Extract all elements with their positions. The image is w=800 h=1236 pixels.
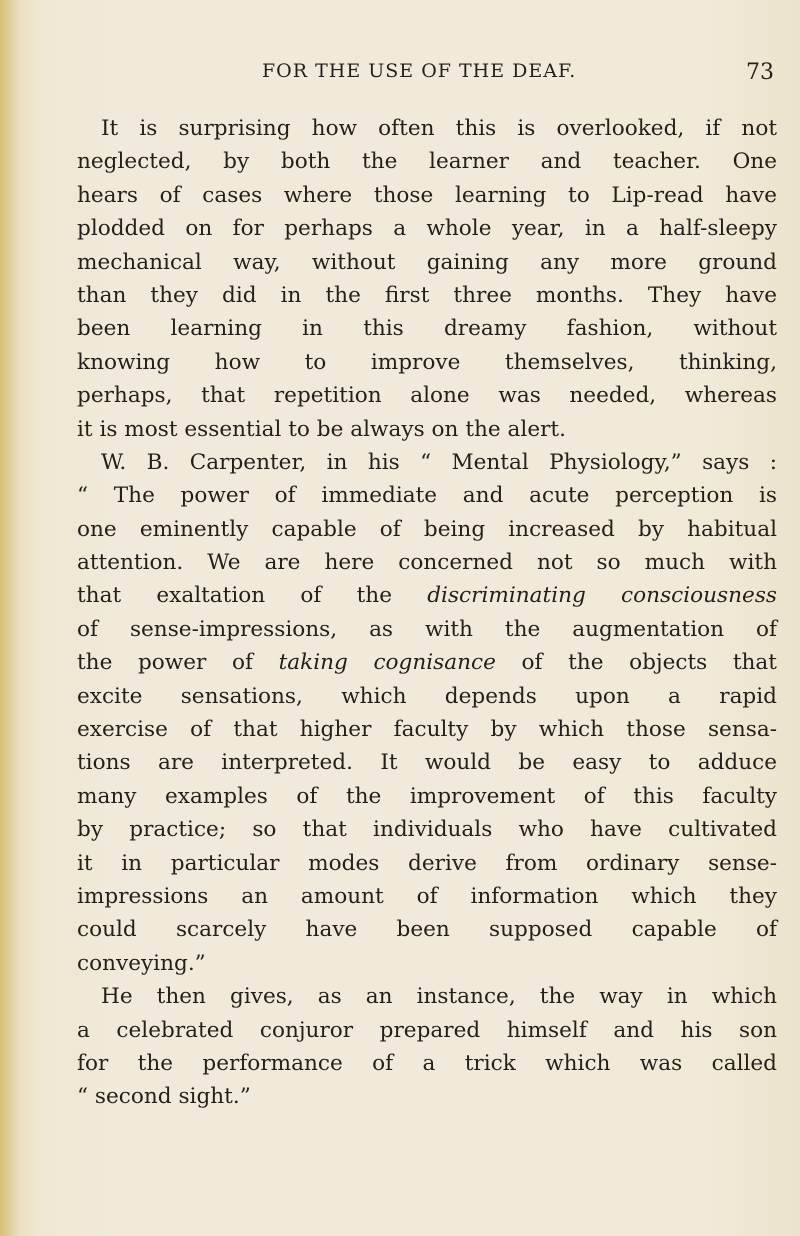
text-line: He then gives, as an instance, the way in which — [101, 984, 777, 1010]
text-line: of sense-impressions, as with the augmentation of — [77, 616, 777, 642]
text-line: impressions an amount of information which they — [77, 883, 777, 909]
text-line: conveying.” — [77, 950, 206, 976]
text-line: attention. We are here concerned not so much with — [77, 550, 777, 576]
text-line: “ The power of immediate and acute perception is — [77, 483, 777, 509]
page-gutter-shadow — [0, 0, 20, 1236]
text-line: tions are interpreted. It would be easy to adduce — [77, 750, 777, 776]
text-line: excite sensations, which depends upon a rapid — [77, 683, 777, 709]
text-line: exercise of that higher faculty by which those sensa- — [77, 717, 777, 743]
running-head: FOR THE USE OF THE DEAF. — [262, 60, 577, 82]
text-line: it is most essential to be always on the alert. — [77, 416, 566, 442]
text-line: It is surprising how often this is overlooked, if not — [101, 116, 777, 141]
italic-phrase: taking cognisance — [278, 650, 496, 676]
text-line — [77, 579, 777, 612]
text-line: for the performance of a trick which was called — [77, 1050, 777, 1076]
text-line: mechanical way, without gaining any more ground — [77, 249, 777, 275]
text-line: knowing how to improve themselves, thinking, — [77, 349, 777, 375]
text-segment: that exaltation of the — [77, 583, 392, 609]
text-line: than they did in the first three months. They have — [77, 282, 777, 308]
text-line — [77, 646, 777, 679]
text-line: W. B. Carpenter, in his “ Mental Physiology,” says : — [101, 449, 777, 475]
page-number: 73 — [746, 60, 774, 85]
text-line: hears of cases where those learning to Lip-read have — [77, 182, 777, 208]
text-line: a celebrated conjuror prepared himself and his son — [77, 1017, 777, 1043]
text-line: been learning in this dreamy fashion, without — [77, 316, 777, 342]
text-segment: of the objects that — [521, 650, 777, 676]
text-line: neglected, by both the learner and teacher. One — [77, 149, 777, 175]
text-line: could scarcely have been supposed capable of — [77, 917, 777, 943]
body-text — [77, 112, 777, 1114]
text-line: many examples of the improvement of this faculty — [77, 783, 777, 809]
text-line: one eminently capable of being increased by habitual — [77, 516, 777, 542]
italic-phrase: discriminating consciousness — [427, 583, 777, 609]
text-line: plodded on for perhaps a whole year, in a half-sleepy — [77, 216, 777, 242]
text-line: perhaps, that repetition alone was needed, whereas — [77, 383, 777, 409]
text-line: it in particular modes derive from ordinary sense- — [77, 850, 777, 876]
page-header — [262, 60, 774, 90]
text-segment: the power of — [77, 650, 253, 676]
text-line: by practice; so that individuals who have cultivated — [77, 817, 777, 843]
text-line: “ second sight.” — [77, 1084, 251, 1110]
